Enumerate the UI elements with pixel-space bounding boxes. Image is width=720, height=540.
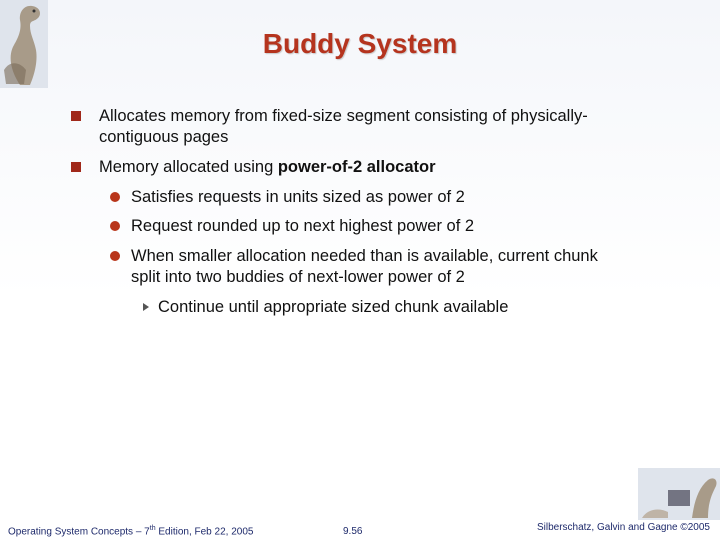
bullet-2-bold: power-of-2 allocator: [277, 158, 436, 176]
circle-bullet-icon: [110, 192, 120, 202]
triangle-bullet-icon: [143, 303, 149, 311]
sub-bullet-1: [131, 187, 631, 208]
slide-title: Buddy System: [262, 28, 458, 59]
footer-left: [8, 525, 253, 537]
sub-sub-bullet-1-text: Continue until appropriate sized chunk available: [158, 298, 509, 316]
bullet-2-prefix: Memory allocated using: [99, 158, 278, 176]
square-bullet-icon: [71, 162, 81, 172]
bullet-1: [99, 106, 659, 148]
footer-left-sup: th: [149, 524, 156, 532]
square-bullet-icon: [71, 111, 81, 121]
sub-bullet-2: [131, 216, 631, 237]
sub-sub-bullet-1: [158, 297, 658, 318]
footer-right: Silberschatz, Galvin and Gagne ©2005: [536, 522, 710, 533]
circle-bullet-icon: [110, 221, 120, 231]
dinosaur-laptop-icon: [638, 468, 720, 520]
sub-bullet-1-text: Satisfies requests in units sized as power of 2: [131, 188, 465, 206]
footer-left-post: Edition, Feb 22, 2005: [155, 526, 254, 537]
footer-page-number: 9.56: [343, 526, 363, 537]
bullet-2: [99, 157, 659, 178]
sub-bullet-3-text: When smaller allocation needed than is available, current chunk split into two buddies of next-lower power of 2: [131, 247, 598, 286]
bullet-1-text: Allocates memory from fixed-size segment consisting of physically-contiguous pages: [99, 107, 588, 146]
sub-bullet-3: [131, 246, 601, 288]
sub-bullet-2-text: Request rounded up to next highest power of 2: [131, 217, 475, 235]
footer-left-pre: Operating System Concepts – 7: [8, 526, 150, 537]
circle-bullet-icon: [110, 251, 120, 261]
